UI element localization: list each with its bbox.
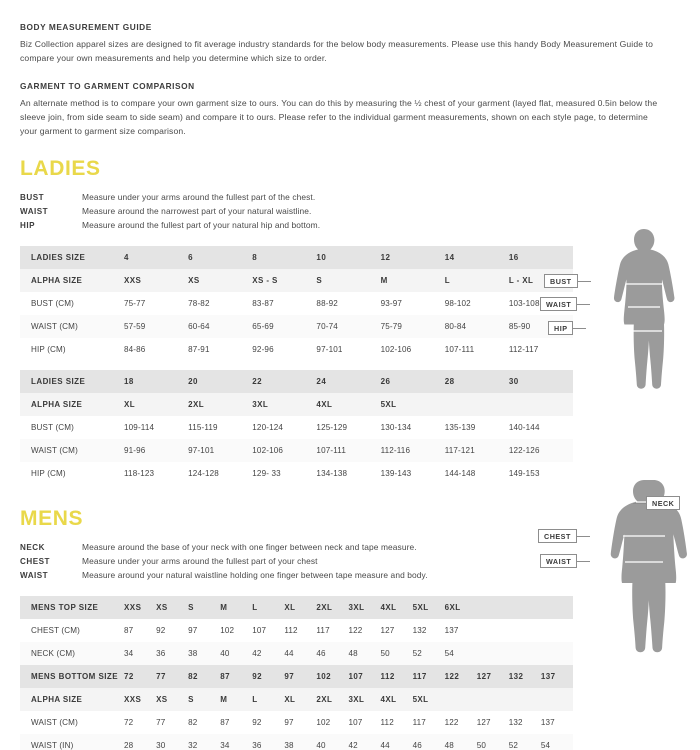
ladies-legend	[20, 192, 680, 230]
table-row	[20, 734, 573, 750]
table-spacer	[20, 361, 573, 370]
size-cell: 132	[509, 665, 541, 688]
row-label: WAIST (CM)	[20, 711, 124, 734]
measure-cell: 46	[316, 642, 348, 665]
alpha-cell: M	[220, 688, 252, 711]
size-cell: 77	[156, 665, 188, 688]
measure-cell-empty	[541, 642, 573, 665]
mens-title: MENS	[20, 506, 84, 530]
legend-term: CHEST	[20, 556, 50, 566]
table-row	[20, 619, 573, 642]
measure-cell: 65-69	[252, 315, 316, 338]
table-row	[20, 315, 573, 338]
measure-cell: 52	[509, 734, 541, 750]
legend-item	[20, 542, 680, 552]
measure-cell: 54	[541, 734, 573, 750]
table-row	[20, 665, 573, 688]
legend-description: Measure around the narrowest part of your natural waistline.	[82, 205, 312, 216]
alpha-cell: 5XL	[381, 393, 445, 416]
measure-cell: 137	[445, 619, 477, 642]
alpha-cell: 2XL	[316, 688, 348, 711]
measure-cell: 77	[156, 711, 188, 734]
alpha-cell: XS - S	[252, 269, 316, 292]
size-cell: 117	[413, 665, 445, 688]
measure-cell: 115-119	[188, 416, 252, 439]
measure-cell: 75-77	[124, 292, 188, 315]
measure-cell: 84-86	[124, 338, 188, 361]
legend-description: Measure under your arms around the fullest part of your chest	[82, 555, 318, 566]
legend-term: HIP	[20, 220, 35, 230]
size-cell: 14	[445, 246, 509, 269]
table-row	[20, 462, 573, 485]
tag-waist: WAIST	[540, 297, 577, 311]
measure-cell: 132	[413, 619, 445, 642]
measure-cell: 87	[220, 711, 252, 734]
alpha-cell: L	[445, 269, 509, 292]
size-cell: L	[252, 596, 284, 619]
size-cell: 127	[477, 665, 509, 688]
measure-cell: 112-116	[381, 439, 445, 462]
measure-cell-empty	[477, 642, 509, 665]
alpha-size-label: ALPHA SIZE	[20, 269, 124, 292]
mens-section	[20, 507, 680, 750]
alpha-cell: XXS	[124, 688, 156, 711]
size-cell: 28	[445, 370, 509, 393]
size-cell: 6XL	[445, 596, 477, 619]
measure-cell: 87	[124, 619, 156, 642]
row-label: WAIST (CM)	[20, 315, 124, 338]
size-cell: 112	[381, 665, 413, 688]
measure-cell: 36	[252, 734, 284, 750]
size-cell: 92	[252, 665, 284, 688]
measure-cell: 36	[156, 642, 188, 665]
measure-cell: 144-148	[445, 462, 509, 485]
measure-cell: 42	[348, 734, 380, 750]
ladies-size-label: LADIES SIZE	[20, 370, 124, 393]
measure-cell: 103-108	[509, 292, 573, 315]
measure-cell: 44	[284, 642, 316, 665]
size-cell: XL	[284, 596, 316, 619]
size-cell: 22	[252, 370, 316, 393]
measure-cell: 117-121	[445, 439, 509, 462]
size-cell: 12	[381, 246, 445, 269]
measure-cell-empty	[477, 619, 509, 642]
row-label: HIP (CM)	[20, 462, 124, 485]
measure-cell: 98-102	[445, 292, 509, 315]
measure-cell: 60-64	[188, 315, 252, 338]
measure-cell: 124-128	[188, 462, 252, 485]
measure-cell: 40	[316, 734, 348, 750]
tag-chest: CHEST	[538, 529, 577, 543]
measure-cell: 117	[316, 619, 348, 642]
intro-section	[20, 22, 660, 139]
female-body-icon	[596, 227, 692, 452]
measure-cell: 130-134	[381, 416, 445, 439]
measure-cell-empty	[509, 642, 541, 665]
alpha-cell: L	[252, 688, 284, 711]
row-label: WAIST (IN)	[20, 734, 124, 750]
alpha-cell: XL	[124, 393, 188, 416]
measure-cell: 112	[284, 619, 316, 642]
alpha-size-label: ALPHA SIZE	[20, 688, 124, 711]
mens-size-table	[20, 596, 573, 750]
size-cell: 72	[124, 665, 156, 688]
measure-cell: 48	[445, 734, 477, 750]
size-cell: 87	[220, 665, 252, 688]
measure-cell: 38	[284, 734, 316, 750]
tag-neck: NECK	[646, 496, 680, 510]
measure-cell: 91-96	[124, 439, 188, 462]
ladies-figure	[546, 227, 692, 457]
legend-description: Measure under your arms around the fullest part of the chest.	[82, 191, 316, 202]
ladies-section	[20, 157, 680, 485]
size-cell: 2XL	[316, 596, 348, 619]
ladies-size-label: LADIES SIZE	[20, 246, 124, 269]
measure-cell-empty	[509, 619, 541, 642]
alpha-cell: XS	[188, 269, 252, 292]
measure-cell: 117	[413, 711, 445, 734]
table-row	[20, 370, 573, 393]
measure-cell: 97	[284, 711, 316, 734]
alpha-cell: XS	[156, 688, 188, 711]
legend-item	[20, 192, 680, 202]
measure-cell: 92	[156, 619, 188, 642]
table-row	[20, 642, 573, 665]
measure-cell: 34	[124, 642, 156, 665]
measure-cell: 92-96	[252, 338, 316, 361]
ladies-size-table	[20, 246, 573, 485]
size-cell: 5XL	[413, 596, 445, 619]
alpha-size-label: ALPHA SIZE	[20, 393, 124, 416]
table-row	[20, 292, 573, 315]
measure-cell: 97-101	[316, 338, 380, 361]
measure-cell: 120-124	[252, 416, 316, 439]
measure-cell: 30	[156, 734, 188, 750]
size-cell: 137	[541, 665, 573, 688]
alpha-cell	[445, 393, 509, 416]
alpha-cell	[509, 393, 573, 416]
measure-cell: 83-87	[252, 292, 316, 315]
tag-bust: BUST	[544, 274, 578, 288]
measure-cell: 87-91	[188, 338, 252, 361]
measure-cell: 102	[316, 711, 348, 734]
measure-cell: 52	[413, 642, 445, 665]
table-row	[20, 338, 573, 361]
measure-cell: 40	[220, 642, 252, 665]
table-row	[20, 393, 573, 416]
measure-cell: 50	[381, 642, 413, 665]
measure-cell: 118-123	[124, 462, 188, 485]
alpha-cell-empty	[509, 688, 541, 711]
size-cell: 30	[509, 370, 573, 393]
measure-cell: 129- 33	[252, 462, 316, 485]
size-cell: 4	[124, 246, 188, 269]
legend-term: WAIST	[20, 570, 49, 580]
size-cell: 3XL	[348, 596, 380, 619]
mens-bottom-size-label: MENS BOTTOM SIZE	[20, 665, 124, 688]
body-measurement-guide-text: Biz Collection apparel sizes are designed to fit average industry standards for the below body measurements. Please use this handy Body Measurement Guide to compare your own measurements and help you determine which size to order.	[20, 39, 654, 63]
table-row	[20, 269, 573, 292]
size-cell: XXS	[124, 596, 156, 619]
measure-cell: 107	[252, 619, 284, 642]
measure-cell: 50	[477, 734, 509, 750]
measure-cell: 97	[188, 619, 220, 642]
measure-cell: 109-114	[124, 416, 188, 439]
garment-comparison-heading: GARMENT TO GARMENT COMPARISON	[20, 80, 195, 91]
size-cell: 26	[381, 370, 445, 393]
size-cell: 122	[445, 665, 477, 688]
size-cell: XS	[156, 596, 188, 619]
measure-cell: 139-143	[381, 462, 445, 485]
measure-cell: 78-82	[188, 292, 252, 315]
table-row	[20, 416, 573, 439]
size-cell-empty	[509, 596, 541, 619]
row-label: HIP (CM)	[20, 338, 124, 361]
size-cell: 8	[252, 246, 316, 269]
measure-cell: 57-59	[124, 315, 188, 338]
legend-description: Measure around the base of your neck with one finger between neck and tape measure.	[82, 541, 417, 552]
measure-cell: 102-106	[252, 439, 316, 462]
size-cell-empty	[477, 596, 509, 619]
male-body-icon	[596, 478, 692, 710]
size-cell: 4XL	[381, 596, 413, 619]
measure-cell: 112-117	[509, 338, 573, 361]
size-cell: 10	[316, 246, 380, 269]
measure-cell: 137	[541, 711, 573, 734]
female-silhouette	[546, 227, 692, 457]
measure-cell: 132	[509, 711, 541, 734]
legend-term: BUST	[20, 192, 45, 202]
measure-cell: 107-111	[316, 439, 380, 462]
size-cell: 6	[188, 246, 252, 269]
measure-cell: 72	[124, 711, 156, 734]
measure-cell: 122	[445, 711, 477, 734]
table-row	[20, 688, 573, 711]
legend-item	[20, 220, 680, 230]
size-cell: 82	[188, 665, 220, 688]
row-label: CHEST (CM)	[20, 619, 124, 642]
alpha-cell-empty	[445, 688, 477, 711]
size-cell: 16	[509, 246, 573, 269]
alpha-cell: L - XL	[509, 269, 573, 292]
measure-cell: 140-144	[509, 416, 573, 439]
alpha-cell: S	[316, 269, 380, 292]
measure-cell: 80-84	[445, 315, 509, 338]
table-row	[20, 711, 573, 734]
measure-cell: 28	[124, 734, 156, 750]
row-label: NECK (CM)	[20, 642, 124, 665]
measure-cell: 42	[252, 642, 284, 665]
row-label: BUST (CM)	[20, 416, 124, 439]
measure-cell: 107-111	[445, 338, 509, 361]
size-cell-empty	[541, 596, 573, 619]
measure-cell: 102-106	[381, 338, 445, 361]
measure-cell: 135-139	[445, 416, 509, 439]
alpha-cell: S	[188, 688, 220, 711]
row-label: WAIST (CM)	[20, 439, 124, 462]
measure-cell: 48	[348, 642, 380, 665]
measure-cell: 93-97	[381, 292, 445, 315]
mens-top-size-label: MENS TOP SIZE	[20, 596, 124, 619]
alpha-cell: 3XL	[252, 393, 316, 416]
measure-cell: 92	[252, 711, 284, 734]
measure-cell: 54	[445, 642, 477, 665]
legend-description: Measure around your natural waistline holding one finger between tape measure and body.	[82, 569, 428, 580]
measure-cell: 112	[381, 711, 413, 734]
measure-cell: 97-101	[188, 439, 252, 462]
measure-cell: 75-79	[381, 315, 445, 338]
legend-description: Measure around the fullest part of your natural hip and bottom.	[82, 219, 321, 230]
measure-cell: 134-138	[316, 462, 380, 485]
size-cell: 102	[316, 665, 348, 688]
alpha-cell: 5XL	[413, 688, 445, 711]
measure-cell: 32	[188, 734, 220, 750]
row-label: BUST (CM)	[20, 292, 124, 315]
measure-cell: 127	[381, 619, 413, 642]
size-cell: 24	[316, 370, 380, 393]
size-cell: M	[220, 596, 252, 619]
legend-item	[20, 206, 680, 216]
measure-cell-empty	[541, 619, 573, 642]
alpha-cell: XXS	[124, 269, 188, 292]
measure-cell: 70-74	[316, 315, 380, 338]
measure-cell: 122	[348, 619, 380, 642]
size-cell: S	[188, 596, 220, 619]
alpha-cell-empty	[541, 688, 573, 711]
tag-hip: HIP	[548, 321, 573, 335]
measure-cell: 127	[477, 711, 509, 734]
measure-cell: 82	[188, 711, 220, 734]
alpha-cell: XL	[284, 688, 316, 711]
legend-item	[20, 570, 680, 580]
table-row	[20, 439, 573, 462]
alpha-cell: 2XL	[188, 393, 252, 416]
table-row	[20, 246, 573, 269]
alpha-cell: M	[381, 269, 445, 292]
measure-cell: 85-90	[509, 315, 573, 338]
body-measurement-guide-heading: BODY MEASUREMENT GUIDE	[20, 22, 152, 32]
legend-term: WAIST	[20, 206, 49, 216]
alpha-cell-empty	[477, 688, 509, 711]
measure-cell: 38	[188, 642, 220, 665]
measure-cell: 34	[220, 734, 252, 750]
table-row	[20, 596, 573, 619]
measure-cell: 107	[348, 711, 380, 734]
ladies-title: LADIES	[20, 156, 101, 180]
measure-cell: 125-129	[316, 416, 380, 439]
size-cell: 107	[348, 665, 380, 688]
alpha-cell: 4XL	[381, 688, 413, 711]
measure-cell: 44	[381, 734, 413, 750]
measure-cell: 46	[413, 734, 445, 750]
size-cell: 20	[188, 370, 252, 393]
measure-cell: 149-153	[509, 462, 573, 485]
measure-cell: 122-126	[509, 439, 573, 462]
garment-comparison-text: An alternate method is to compare your own garment size to ours. You can do this by measuring the ½ chest of your garment (layed flat, measured 0.5in below the sleeve join, from side seam to side seam) and compare it to ours. Please refer to the individual garment measurements, shown on each style page, to determine your garment to garment size comparison.	[20, 97, 658, 136]
alpha-cell: 3XL	[348, 688, 380, 711]
size-cell: 97	[284, 665, 316, 688]
size-cell: 18	[124, 370, 188, 393]
legend-term: NECK	[20, 542, 45, 552]
tag-waist: WAIST	[540, 554, 577, 568]
measure-cell: 88-92	[316, 292, 380, 315]
measure-cell: 102	[220, 619, 252, 642]
alpha-cell: 4XL	[316, 393, 380, 416]
